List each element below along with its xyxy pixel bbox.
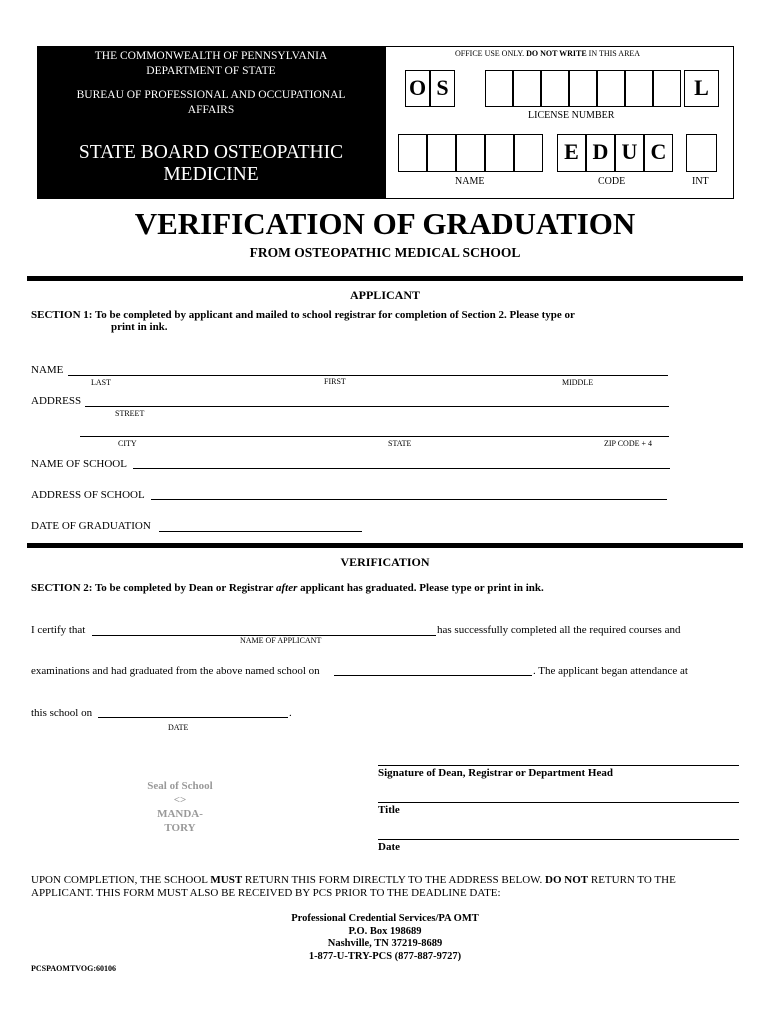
board-name	[37, 142, 385, 186]
form-code: PCSPAOMTVOG:60106	[31, 964, 117, 973]
state-label: STATE	[388, 439, 412, 448]
exam-suffix: . The applicant began attendance at	[533, 665, 688, 677]
code-box: D	[586, 134, 615, 172]
int-box	[686, 134, 717, 172]
attendance-date-field[interactable]	[98, 717, 288, 718]
license-box-digit	[569, 70, 597, 107]
office-use-note: OFFICE USE ONLY. DO NOT WRITE IN THIS AREA	[455, 49, 641, 58]
bureau-name	[37, 88, 385, 118]
name-code-label: NAME	[455, 176, 485, 187]
form-subtitle: FROM OSTEOPATHIC MEDICAL SCHOOL	[249, 245, 521, 260]
section1-instruction-line-2: print in ink.	[111, 321, 168, 333]
office-use-area	[385, 46, 734, 199]
school-address-field[interactable]	[151, 499, 667, 500]
city-label: CITY	[118, 439, 137, 448]
title-field[interactable]	[378, 802, 739, 803]
section2-instruction: SECTION 2: To be completed by Dean or Registrar after applicant has graduated. Please type or print in ink.	[31, 582, 544, 594]
seal-line-3: MANDA-	[157, 808, 203, 820]
license-number-label: LICENSE NUMBER	[528, 110, 615, 121]
license-box-digit	[597, 70, 625, 107]
signature-field[interactable]	[378, 765, 739, 766]
section-divider	[27, 543, 743, 548]
license-box-digit	[653, 70, 681, 107]
section1-instruction-line-1: SECTION 1: To be completed by applicant and mailed to school registrar for completion of Section 2. Please type or	[31, 309, 575, 321]
agency-header	[37, 46, 385, 199]
seal-line-2: <>	[173, 794, 187, 806]
seal-line-1: Seal of School	[147, 780, 213, 792]
license-box-prefix-2: S	[430, 70, 455, 107]
middle-name-label: MIDDLE	[562, 378, 594, 387]
license-box-prefix-1: O	[405, 70, 430, 107]
board-line-2: MEDICINE	[163, 164, 259, 185]
agency-line-2: DEPARTMENT OF STATE	[146, 65, 276, 77]
title-label: Title	[378, 804, 400, 816]
mailing-address	[0, 913, 770, 963]
license-box-digit	[513, 70, 541, 107]
name-box	[514, 134, 543, 172]
return-instructions-line-2: APPLICANT. THIS FORM MUST ALSO BE RECEIVED BY PCS PRIOR TO THE DEADLINE DATE:	[31, 887, 501, 899]
name-box	[456, 134, 485, 172]
city-state-zip-field[interactable]	[80, 436, 669, 437]
return-instructions-line-1: UPON COMPLETION, THE SCHOOL MUST RETURN THIS FORM DIRECTLY TO THE ADDRESS BELOW. DO NOT RETURN TO THE	[31, 874, 676, 886]
name-of-applicant-label: NAME OF APPLICANT	[240, 636, 322, 645]
license-box-suffix: L	[684, 70, 719, 107]
agency-line-1: THE COMMONWEALTH OF PENNSYLVANIA	[94, 50, 328, 62]
street-address-field[interactable]	[85, 406, 669, 407]
form-title: VERIFICATION OF GRADUATION	[134, 206, 636, 241]
zip-label: ZIP CODE + 4	[604, 439, 652, 448]
certify-prefix: I certify that	[31, 624, 86, 636]
license-box-digit	[541, 70, 569, 107]
seal-of-school	[120, 779, 240, 835]
code-box: U	[615, 134, 644, 172]
bureau-line-2: AFFAIRS	[187, 104, 235, 116]
address-line-3: Nashville, TN 37219-8689	[327, 938, 443, 949]
graduation-date-field[interactable]	[159, 531, 362, 532]
applicant-name-field[interactable]	[68, 375, 668, 376]
address-line-4: 1-877-U-TRY-PCS (877-887-9727)	[308, 950, 462, 962]
license-box-digit	[485, 70, 513, 107]
signature-label: Signature of Dean, Registrar or Department Head	[378, 767, 613, 779]
name-box	[485, 134, 514, 172]
board-line-1: STATE BOARD OSTEOPATHIC	[78, 142, 344, 163]
section-divider	[27, 276, 743, 281]
return-instructions	[31, 874, 741, 900]
date-signed-field[interactable]	[378, 839, 739, 840]
bureau-line-1: BUREAU OF PROFESSIONAL AND OCCUPATIONAL	[76, 89, 346, 101]
graduation-date-label: DATE OF GRADUATION	[31, 520, 151, 532]
name-box	[427, 134, 456, 172]
license-box-digit	[625, 70, 653, 107]
graduation-date-verify-field[interactable]	[334, 675, 532, 676]
address-line-1: Professional Credential Services/PA OMT	[291, 913, 479, 924]
exam-text: examinations and had graduated from the above named school on	[31, 665, 320, 677]
code-box: E	[557, 134, 586, 172]
last-name-label: LAST	[91, 378, 111, 387]
certify-suffix: has successfully completed all the required courses and	[437, 624, 681, 636]
date-signed-label: Date	[378, 841, 400, 853]
section1-heading: APPLICANT	[349, 288, 420, 302]
agency-name	[37, 49, 385, 79]
int-label: INT	[692, 176, 709, 187]
section1-instruction	[31, 309, 575, 333]
school-name-field[interactable]	[133, 468, 670, 469]
street-label: STREET	[115, 409, 145, 418]
address-line-2: P.O. Box 198689	[348, 925, 422, 937]
attendance-suffix: .	[289, 707, 292, 719]
school-address-label: ADDRESS OF SCHOOL	[31, 489, 145, 501]
date-label: DATE	[168, 723, 189, 732]
name-label: NAME	[31, 364, 64, 376]
seal-line-4: TORY	[164, 822, 196, 834]
code-box: C	[644, 134, 673, 172]
first-name-label: FIRST	[324, 377, 346, 386]
name-box	[398, 134, 427, 172]
code-label: CODE	[598, 176, 626, 187]
section2-heading: VERIFICATION	[340, 555, 430, 569]
address-label: ADDRESS	[31, 395, 82, 407]
school-name-label: NAME OF SCHOOL	[31, 458, 127, 470]
attendance-prefix: this school on	[31, 707, 93, 719]
